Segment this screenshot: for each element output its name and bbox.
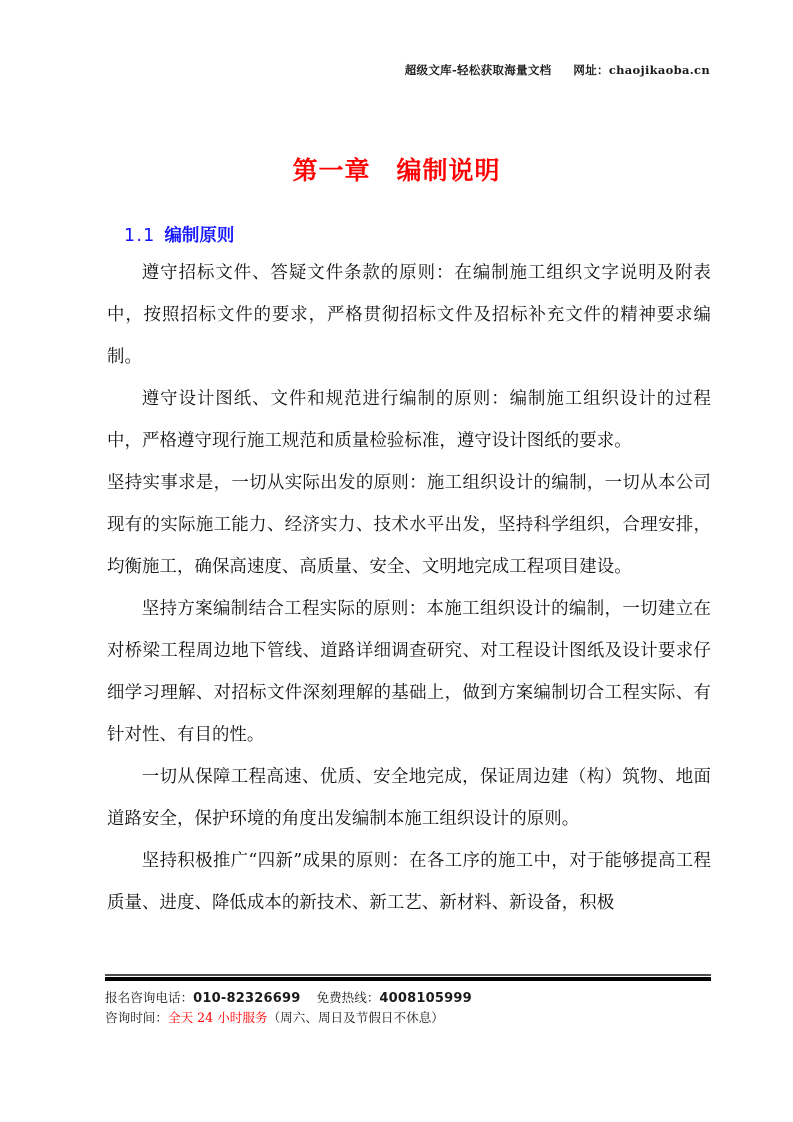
- chapter-title: [0, 155, 793, 186]
- chapter-number: 第一章: [292, 155, 371, 185]
- footer-hours-note: （周六、周日及节假日不休息）: [267, 1010, 444, 1025]
- footer-phone-label: 报名咨询电话：: [105, 990, 194, 1005]
- footer-hours-label: 咨询时间：: [105, 1010, 168, 1025]
- paragraph: 遵守招标文件、答疑文件条款的原则：在编制施工组织文字说明及附表中，按照招标文件的要求，严格贯彻招标文件及招标补充文件的精神要求编制。: [107, 263, 711, 367]
- footer-phone-number: 010-82326699: [193, 991, 301, 1006]
- header-url-label: 网址：: [573, 63, 609, 77]
- footer-divider-thick: [105, 977, 711, 981]
- paragraph: 遵守设计图纸、文件和规范进行编制的原则：编制施工组织设计的过程中，严格遵守现行施工规范和质量检验标准，遵守设计图纸的要求。: [107, 389, 711, 451]
- paragraph: 坚持积极推广“四新”成果的原则：在各工序的施工中，对于能够提高工程质量、进度、降低成本的新技术、新工艺、新材料、新设备，积极: [107, 851, 711, 913]
- footer-contact-block: [105, 988, 711, 1027]
- footer-hotline-number: 4008105999: [379, 991, 472, 1006]
- footer-phone-line: [105, 988, 711, 1008]
- document-header: [107, 64, 710, 78]
- paragraph: 坚持实事求是，一切从实际出发的原则：施工组织设计的编制，一切从本公司现有的实际施工能力、经济实力、技术水平出发，坚持科学组织，合理安排，均衡施工，确保高速度、高质量、安全、文明地完成工程项目建设。: [107, 473, 711, 577]
- section-number: 1.1: [124, 225, 156, 246]
- section-heading: [124, 225, 234, 248]
- header-site-name: 超级文库-轻松获取海量文档: [404, 63, 552, 77]
- paragraph: 一切从保障工程高速、优质、安全地完成，保证周边建（构）筑物、地面道路安全，保护环境的角度出发编制本施工组织设计的原则。: [107, 767, 711, 829]
- chapter-title-text: 编制说明: [396, 155, 501, 185]
- document-footer: [105, 974, 711, 1027]
- footer-hours-line: [105, 1008, 711, 1027]
- footer-hours-highlight: 全天 24 小时服务: [167, 1010, 268, 1025]
- paragraph: 坚持方案编制结合工程实际的原则：本施工组织设计的编制，一切建立在对桥梁工程周边地下管线、道路详细调查研究、对工程设计图纸及设计要求仔细学习理解、对招标文件深刻理解的基础上，做到方案编制切合工程实际、有针对性、有目的性。: [107, 599, 711, 745]
- body-content: [107, 252, 711, 924]
- footer-hotline-label: 免费热线：: [316, 990, 380, 1005]
- header-url: chaojikaoba.cn: [608, 63, 710, 77]
- section-title-text: 编制原则: [164, 225, 235, 246]
